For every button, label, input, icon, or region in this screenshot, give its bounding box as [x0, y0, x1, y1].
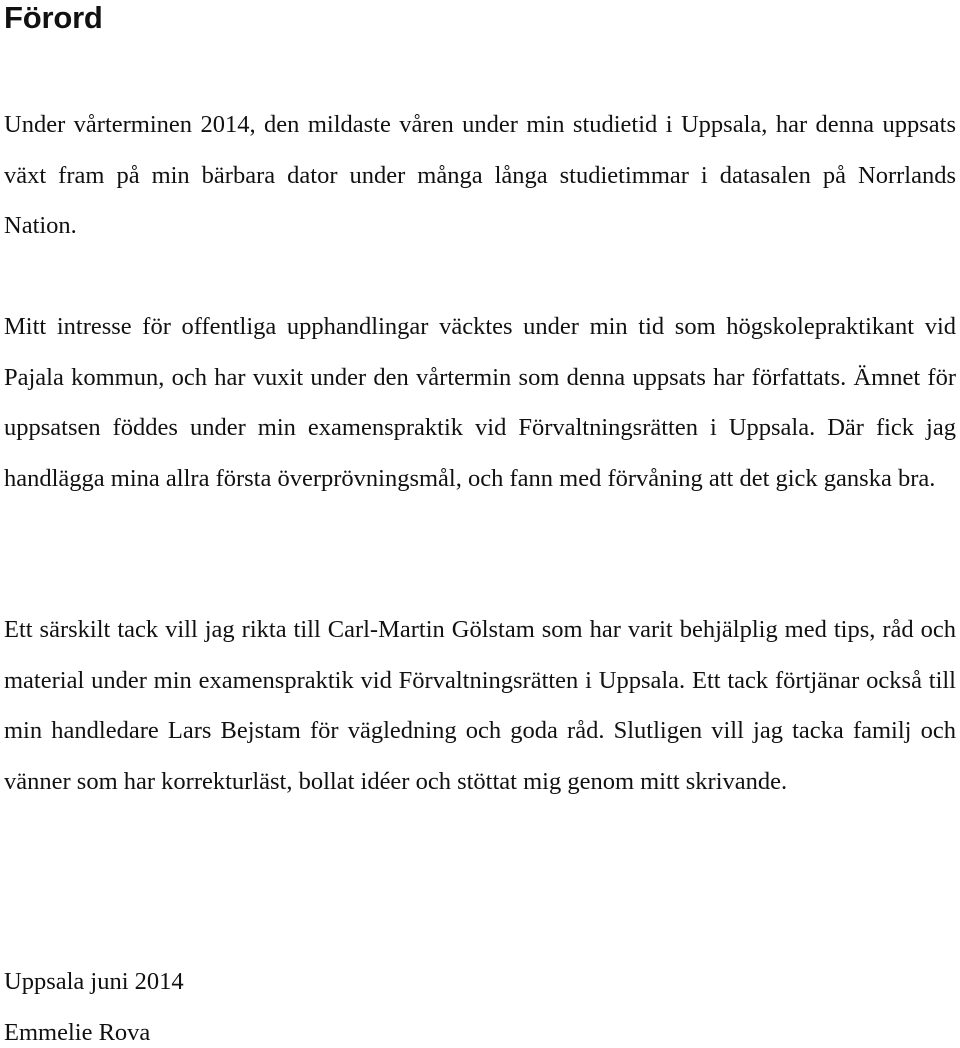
page-title: Förord [4, 0, 103, 35]
signature-author: Emmelie Rova [4, 1019, 151, 1046]
signature-place-date: Uppsala juni 2014 [4, 968, 184, 995]
paragraph-intro: Under vårterminen 2014, den mildaste våren under min studietid i Uppsala, har denna uppsats växt fram på min bärbara dator under många långa studietimmar i datasalen på Norrlands Nation. [4, 111, 956, 240]
paragraph-interest: Mitt intresse för offentliga upphandlingar väcktes under min tid som högskolepraktikant vid Pajala kommun, och har vuxit under den vårtermin som denna uppsats har författats. Ämnet för uppsatsen föddes under min examenspraktik vid Förvaltningsrätten i Uppsala. Där fick jag handlägga mina allra första överprövningsmål, och fann med förvåning att det gick ganska bra. [4, 313, 956, 492]
document-page [4, 0, 956, 1046]
paragraph-thanks: Ett särskilt tack vill jag rikta till Carl-Martin Gölstam som har varit behjälplig med tips, råd och material under min examenspraktik vid Förvaltningsrätten i Uppsala. Ett tack förtjänar också till min handledare Lars Bejstam för vägledning och goda råd. Slutligen vill jag tacka familj och vänner som har korrekturläst, bollat idéer och stöttat mig genom mitt skrivande. [4, 616, 956, 795]
